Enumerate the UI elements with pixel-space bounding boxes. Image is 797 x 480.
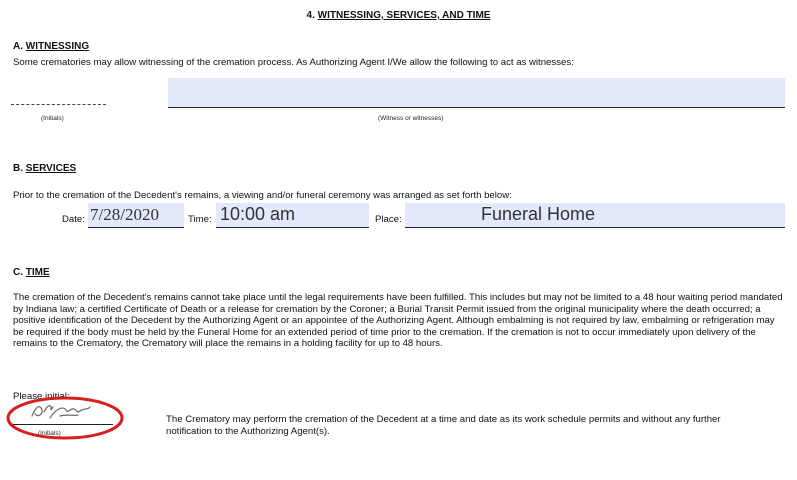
date-value: 7/28/2020 bbox=[90, 205, 159, 224]
witness-input[interactable] bbox=[168, 78, 785, 107]
title-text: WITNESSING, SERVICES, AND TIME bbox=[317, 10, 491, 21]
witnessing-initials-label: (Initials) bbox=[41, 115, 64, 122]
place-underline bbox=[405, 227, 785, 228]
services-heading-text: SERVICES bbox=[25, 163, 77, 174]
witnessing-text: Some crematories may allow witnessing of the cremation process. As Authorizing Agent I/We allow the following to act as witnesses: bbox=[13, 57, 574, 68]
place-input[interactable] bbox=[405, 203, 785, 227]
time-value: 10:00 am bbox=[220, 204, 296, 224]
time-initials-label: (Initials) bbox=[38, 430, 61, 437]
time-paragraph: The cremation of the Decedent's remains cannot take place until the legal requirements have been fulfilled. This includes but may not be limited to a 48 hour waiting period mandated by Indiana law; a certified Certificate of Death or a release for cremation by the Coroner; a Burial Transit Permit issued from the original municipality where the death occurred; a positive identification of the Decedent by the Authorizing Agent or an appointee of the Authorizing Agent. Although embalming is not required by law, embalming or refrigeration may be required if the body must be held by the Funeral Home for an extended period of time prior to the cremation. If the cremation is not to occur immediately upon delivery of the remains to the Crematory, the Crematory will place the remains in a holding facility for up to 48 hours. bbox=[13, 292, 783, 350]
services-text: Prior to the cremation of the Decedent's remains, a viewing and/or funeral ceremony was arranged as set forth below: bbox=[13, 190, 512, 201]
time-input[interactable] bbox=[216, 203, 369, 227]
witnessing-letter: A. bbox=[13, 41, 23, 52]
place-label: Place: bbox=[375, 214, 402, 225]
title-number: 4. bbox=[306, 10, 315, 21]
please-initial-label: Please initial: bbox=[13, 391, 70, 402]
time-underline bbox=[216, 227, 369, 228]
date-input[interactable] bbox=[88, 203, 184, 227]
witnessing-initials-line[interactable] bbox=[11, 104, 106, 105]
time-heading-text: TIME bbox=[25, 267, 50, 278]
witness-underline bbox=[168, 107, 785, 108]
witnessing-heading bbox=[13, 41, 89, 52]
date-label: Date: bbox=[62, 214, 85, 225]
time-letter: C. bbox=[13, 267, 23, 278]
red-circle-annotation bbox=[4, 393, 126, 443]
witness-label: (Witness or witnesses) bbox=[378, 115, 444, 122]
time-heading bbox=[13, 267, 50, 278]
services-letter: B. bbox=[13, 163, 23, 174]
witnessing-heading-text: WITNESSING bbox=[25, 41, 90, 52]
services-heading bbox=[13, 163, 76, 174]
crematory-statement: The Crematory may perform the cremation of the Decedent at a time and date as its work schedule permits and without any further notification to the Authorizing Agent(s). bbox=[166, 414, 721, 437]
page-title bbox=[0, 10, 797, 21]
date-underline bbox=[88, 227, 184, 228]
place-value: Funeral Home bbox=[481, 204, 596, 224]
time-label: Time: bbox=[188, 214, 212, 225]
